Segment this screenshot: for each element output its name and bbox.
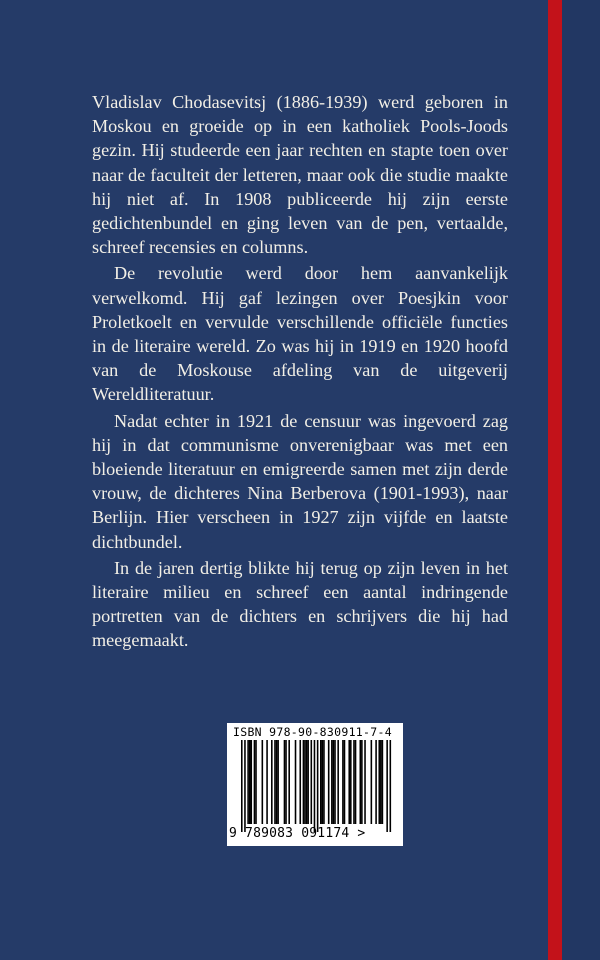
barcode-bar [241,740,243,832]
barcode-bar [375,740,377,824]
back-cover-blurb [92,90,508,655]
barcode-bar [276,740,278,824]
barcode-bar [323,740,325,824]
barcode-bar [378,740,380,824]
barcode-bar [247,740,249,824]
barcode-bar [250,740,252,824]
barcode-bar [249,740,251,824]
barcode-bar [277,740,279,824]
blurb-paragraph-2: De revolutie werd door hem aanvankelijk verwelkomd. Hij gaf lezingen over Poesjkin voor Proletkoelt en vervulde verschillende officiële functies in de literaire wereld. Zo was hij in 1919 en 1920 hoofd van de Moskouse afdeling van de uitgeverij Wereldliteratuur. [92,263,508,405]
barcode-bar [386,740,388,832]
barcode-bar [355,740,357,824]
barcode-bar [353,740,355,824]
barcode-bar [299,740,301,824]
barcode-bar [295,740,297,824]
barcode-bar [244,740,246,832]
barcode-bar [333,740,335,824]
barcode-bar [288,740,290,824]
ean-digits: 9 789083 091174 > [229,826,366,841]
barcode-bar [303,740,305,824]
barcode-bar [380,740,382,824]
barcode-bar [262,740,264,824]
barcode-bar [364,740,366,824]
blurb-paragraph-1: Vladislav Chodasevitsj (1886-1939) werd geboren in Moskou en groeide op in een katholiek Pools-Joods gezin. Hij studeerde een jaar rechten en stapte toen over naar de faculteit der letteren, maar ook die studie maakte hij niet af. In 1908 publiceerde hij zijn eerste gedichtenbundel en ging leven van de pen, vertaalde, schreef recensies en columns. [92,92,508,258]
barcode-bar [255,740,257,824]
barcode-bar [328,740,330,824]
spine-edge [562,0,600,960]
barcode-bar [322,740,324,824]
barcode-bar [342,740,344,824]
barcode-bar [317,740,319,832]
barcode-bar [382,740,384,824]
barcode-bar [334,740,336,824]
isbn-barcode [227,723,403,846]
barcode-bar [371,740,373,824]
barcode-bar [284,740,286,824]
barcode-bar [361,740,363,824]
barcode-bar [360,740,362,824]
barcode-bar [390,740,392,832]
barcode-bar [271,740,273,824]
barcode-bar [337,740,339,824]
barcode-bar [274,740,276,824]
barcode-bar [344,740,346,824]
barcode-bar [285,740,287,824]
barcode-bar [254,740,256,824]
barcode-bar [266,740,268,824]
barcode-bar [307,740,309,824]
barcode-bar [306,740,308,824]
barcode-bar [304,740,306,824]
barcode-bar [314,740,316,832]
blurb-paragraph-4: In de jaren dertig blikte hij terug op zijn leven in het literaire milieu en schreef een aantal indringende portretten van de dichters en schrijvers die hij had meegemaakt. [92,557,508,651]
barcode-bar [348,740,350,824]
isbn-label: ISBN 978-90-830911-7-4 [233,725,392,739]
blurb-paragraph-3: Nadat echter in 1921 de censuur was ingevoerd zag hij in dat communisme onverenigbaar was met een bloeiende literatuur en emigreerde samen met zijn derde vrouw, de dichteres Nina Berberova (1901-1993), naar Berlijn. Hier verscheen in 1927 zijn vijfde en laatste dichtbundel. [92,410,508,552]
red-spine-stripe [548,0,562,960]
barcode-bar [350,740,352,824]
barcode-bar [320,740,322,824]
barcode-bar [331,740,333,824]
barcode-bar [311,740,313,824]
